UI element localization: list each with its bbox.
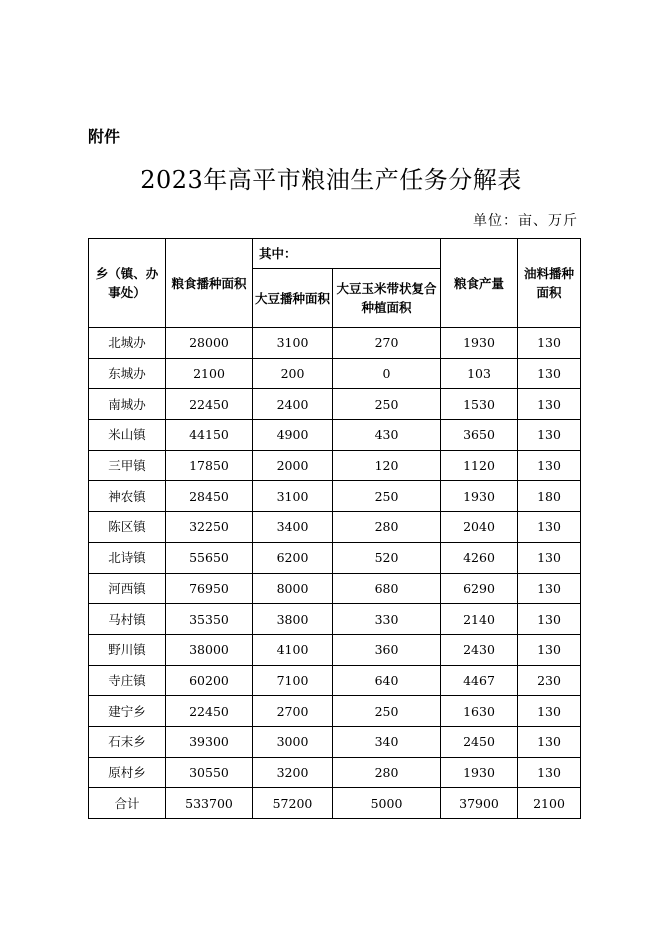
header-of-which: 其中：	[253, 239, 441, 269]
cell-strip-area: 250	[333, 389, 441, 420]
table-row	[89, 604, 581, 635]
cell-oil-area: 180	[518, 481, 581, 512]
cell-soybean-area: 57200	[253, 788, 333, 819]
cell-oil-area: 130	[518, 358, 581, 389]
cell-grain-area: 28450	[166, 481, 253, 512]
table-row	[89, 665, 581, 696]
cell-soybean-area: 2700	[253, 696, 333, 727]
table-row	[89, 573, 581, 604]
table-row	[89, 696, 581, 727]
table-row	[89, 726, 581, 757]
cell-township: 神农镇	[89, 481, 166, 512]
cell-strip-area: 5000	[333, 788, 441, 819]
page-title: 2023年高平市粮油生产任务分解表	[140, 166, 522, 194]
cell-strip-area: 270	[333, 328, 441, 359]
cell-oil-area: 130	[518, 726, 581, 757]
cell-strip-area: 430	[333, 420, 441, 451]
cell-grain-output: 4467	[441, 665, 518, 696]
cell-grain-output: 6290	[441, 573, 518, 604]
table-row	[89, 481, 581, 512]
cell-grain-output: 1930	[441, 328, 518, 359]
cell-township: 马村镇	[89, 604, 166, 635]
cell-grain-area: 60200	[166, 665, 253, 696]
cell-oil-area: 130	[518, 696, 581, 727]
cell-strip-area: 330	[333, 604, 441, 635]
cell-oil-area: 230	[518, 665, 581, 696]
cell-soybean-area: 200	[253, 358, 333, 389]
cell-grain-output: 1630	[441, 696, 518, 727]
cell-oil-area: 130	[518, 512, 581, 543]
cell-township: 野川镇	[89, 634, 166, 665]
header-grain-output: 粮食产量	[441, 239, 518, 328]
attachment-label: 附件	[88, 127, 121, 146]
cell-soybean-area: 3800	[253, 604, 333, 635]
cell-grain-output: 2450	[441, 726, 518, 757]
table-row	[89, 450, 581, 481]
cell-grain-area: 533700	[166, 788, 253, 819]
cell-grain-output: 2140	[441, 604, 518, 635]
cell-township: 北诗镇	[89, 542, 166, 573]
cell-grain-output: 4260	[441, 542, 518, 573]
cell-grain-output: 1930	[441, 481, 518, 512]
cell-township: 河西镇	[89, 573, 166, 604]
header-soybean-area: 大豆播种面积	[253, 269, 333, 328]
table-row	[89, 328, 581, 359]
cell-soybean-area: 7100	[253, 665, 333, 696]
cell-oil-area: 130	[518, 420, 581, 451]
table-row	[89, 634, 581, 665]
cell-oil-area: 130	[518, 389, 581, 420]
table-row	[89, 542, 581, 573]
cell-strip-area: 280	[333, 757, 441, 788]
cell-township: 合计	[89, 788, 166, 819]
cell-grain-area: 22450	[166, 389, 253, 420]
cell-grain-area: 55650	[166, 542, 253, 573]
table-row	[89, 757, 581, 788]
cell-soybean-area: 2400	[253, 389, 333, 420]
cell-strip-area: 680	[333, 573, 441, 604]
cell-township: 南城办	[89, 389, 166, 420]
cell-grain-output: 37900	[441, 788, 518, 819]
cell-township: 米山镇	[89, 420, 166, 451]
cell-grain-output: 1120	[441, 450, 518, 481]
cell-grain-output: 2040	[441, 512, 518, 543]
cell-oil-area: 130	[518, 634, 581, 665]
cell-grain-area: 44150	[166, 420, 253, 451]
cell-strip-area: 250	[333, 696, 441, 727]
cell-oil-area: 130	[518, 450, 581, 481]
cell-oil-area: 130	[518, 328, 581, 359]
cell-township: 三甲镇	[89, 450, 166, 481]
table-row	[89, 389, 581, 420]
cell-strip-area: 250	[333, 481, 441, 512]
cell-soybean-area: 3100	[253, 328, 333, 359]
header-oil-area: 油料播种面积	[518, 239, 581, 328]
cell-grain-area: 39300	[166, 726, 253, 757]
table-row	[89, 420, 581, 451]
cell-oil-area: 130	[518, 573, 581, 604]
table-row	[89, 788, 581, 819]
cell-soybean-area: 3400	[253, 512, 333, 543]
cell-soybean-area: 4100	[253, 634, 333, 665]
cell-grain-area: 76950	[166, 573, 253, 604]
cell-grain-area: 30550	[166, 757, 253, 788]
cell-soybean-area: 6200	[253, 542, 333, 573]
cell-soybean-area: 3200	[253, 757, 333, 788]
cell-grain-area: 22450	[166, 696, 253, 727]
cell-grain-area: 17850	[166, 450, 253, 481]
cell-township: 原村乡	[89, 757, 166, 788]
cell-oil-area: 130	[518, 542, 581, 573]
cell-grain-output: 1930	[441, 757, 518, 788]
grain-oil-task-table	[88, 238, 581, 819]
cell-strip-area: 360	[333, 634, 441, 665]
cell-strip-area: 640	[333, 665, 441, 696]
table-row	[89, 512, 581, 543]
cell-oil-area: 130	[518, 757, 581, 788]
header-grain-area: 粮食播种面积	[166, 239, 253, 328]
cell-township: 东城办	[89, 358, 166, 389]
cell-soybean-area: 3100	[253, 481, 333, 512]
cell-strip-area: 340	[333, 726, 441, 757]
cell-grain-output: 3650	[441, 420, 518, 451]
cell-soybean-area: 8000	[253, 573, 333, 604]
cell-grain-area: 35350	[166, 604, 253, 635]
cell-grain-output: 2430	[441, 634, 518, 665]
cell-strip-area: 280	[333, 512, 441, 543]
cell-grain-area: 38000	[166, 634, 253, 665]
cell-strip-area: 520	[333, 542, 441, 573]
cell-township: 建宁乡	[89, 696, 166, 727]
cell-grain-area: 2100	[166, 358, 253, 389]
cell-grain-area: 28000	[166, 328, 253, 359]
cell-strip-area: 120	[333, 450, 441, 481]
cell-township: 陈区镇	[89, 512, 166, 543]
table-row	[89, 358, 581, 389]
cell-grain-output: 103	[441, 358, 518, 389]
cell-oil-area: 2100	[518, 788, 581, 819]
cell-township: 石末乡	[89, 726, 166, 757]
unit-note: 单位：亩、万斤	[473, 213, 578, 229]
cell-soybean-area: 2000	[253, 450, 333, 481]
cell-soybean-area: 4900	[253, 420, 333, 451]
cell-township: 寺庄镇	[89, 665, 166, 696]
cell-strip-area: 0	[333, 358, 441, 389]
cell-township: 北城办	[89, 328, 166, 359]
header-strip-area: 大豆玉米带状复合种植面积	[333, 269, 441, 328]
cell-oil-area: 130	[518, 604, 581, 635]
cell-grain-area: 32250	[166, 512, 253, 543]
cell-grain-output: 1530	[441, 389, 518, 420]
cell-soybean-area: 3000	[253, 726, 333, 757]
header-township: 乡（镇、办事处）	[89, 239, 166, 328]
